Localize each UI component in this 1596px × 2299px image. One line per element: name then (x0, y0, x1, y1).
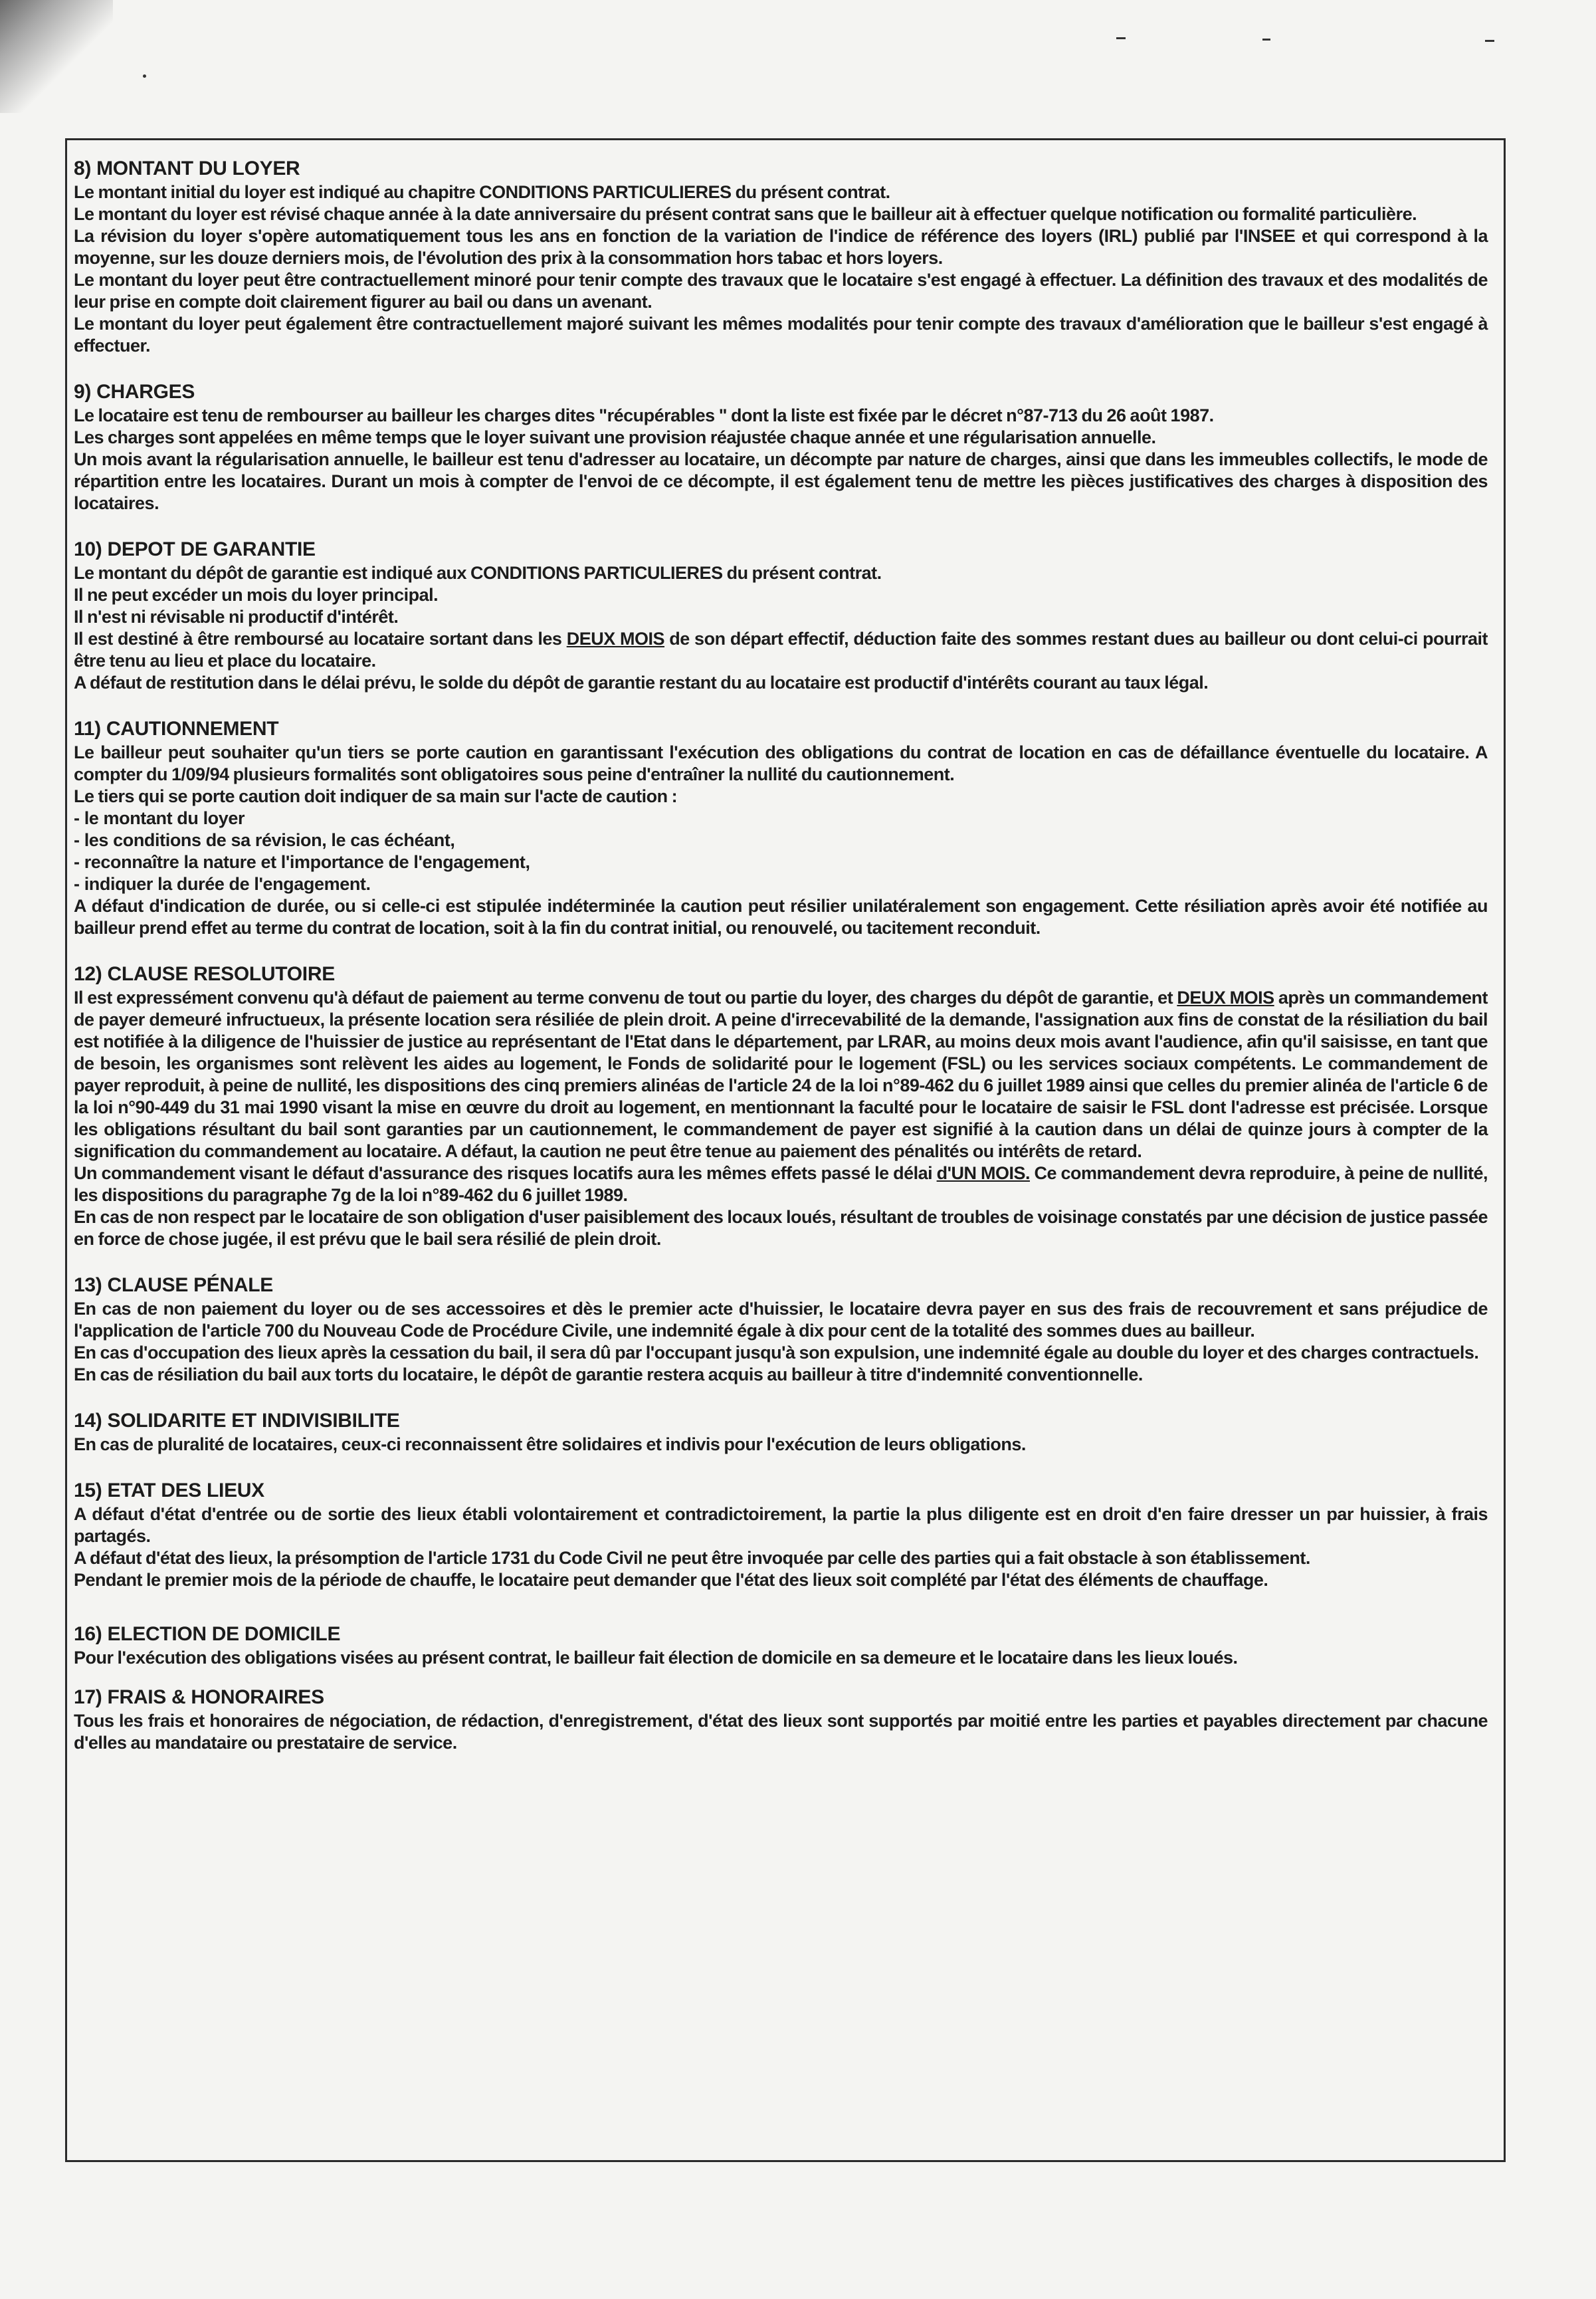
text-run: CONDITIONS PARTICULIERES (479, 182, 732, 202)
paragraph: A défaut d'état des lieux, la présomption de l'article 1731 du Code Civil ne peut être invoquée par celle des parties qui a fait obstacle à son établissement. (74, 1548, 1310, 1568)
section-title: 9) CHARGES (74, 381, 195, 403)
list-item: - les conditions de sa révision, le cas échéant, (74, 830, 455, 850)
list-item: - indiquer la durée de l'engagement. (74, 874, 371, 894)
section-etat-des-lieux (74, 1479, 1488, 1591)
text-run: du présent contrat. (731, 182, 890, 202)
paragraph: A défaut d'indication de durée, ou si celle-ci est stipulée indéterminée la caution peut résilier unilatéralement son engagement. Cette résiliation après avoir été notifiée au bailleur prend effet au terme du contrat de location, soit à la fin du contrat initial, ou renouvelé, ou tacitement reconduit. (74, 896, 1488, 938)
text-run: Ce commandement devra reproduire, à peine de nullité, les dispositions du paragraphe 7g de la loi n°89-462 du 6 juillet 1989. (74, 1163, 1488, 1205)
section-title: 11) CAUTIONNEMENT (74, 718, 279, 740)
paragraph (74, 181, 1488, 203)
text-run: Le montant initial du loyer est indiqué au chapitre (74, 182, 480, 202)
paragraph: Il n'est ni révisable ni productif d'intérêt. (74, 607, 399, 627)
section-solidarite (74, 1410, 1488, 1456)
text-run: après un commandement de payer demeuré infructueux, la présente location sera résiliée de plein droit. A peine d'irrecevabilité de la demande, l'assignation aux fins de constat de la résiliation du bail est notifiée à la diligence de l'huissier de justice au représentant de l'Etat dans le département, par LRAR, au moins deux mois avant l'audience, afin qu'il saisisse, en tant que de besoin, les organismes sont relèvent les aides au logement, le Fonds de solidarité pour le logement (FSL) ou les services sociaux compétents. Le commandement de payer reproduit, à peine de nullité, les dispositions des cinq premiers alinéas de l'article 24 de la loi n°89-462 du 6 juillet 1989 ainsi que celles du premier alinéa de l'article 6 de la loi n°90-449 du 31 mai 1990 visant la mise en œuvre du droit au logement, en mentionnant la faculté pour le locataire de saisir le FSL dont l'adresse est précisée. Lorsque les obligations résultant du bail sont garanties par un cautionnement, le commandement de payer est signifié à la caution dans un délai de quinze jours à compter de la signification du commandement au locataire. A défaut, la caution ne peut être tenue au paiement des pénalités ou intérêts de retard. (74, 988, 1488, 1161)
text-run: Il est destiné à être remboursé au locataire sortant dans les (74, 629, 567, 649)
scan-speck (1485, 40, 1494, 42)
paragraph: Le tiers qui se porte caution doit indiquer de sa main sur l'acte de caution : (74, 786, 678, 806)
paragraph: Pour l'exécution des obligations visées au présent contrat, le bailleur fait élection de domicile en sa demeure et le locataire dans les lieux loués. (74, 1648, 1238, 1668)
section-clause-penale (74, 1274, 1488, 1386)
list-item: - reconnaître la nature et l'importance de l'engagement, (74, 852, 530, 872)
section-clause-resolutoire (74, 963, 1488, 1250)
paragraph (74, 1162, 1488, 1206)
text-run: Un commandement visant le défaut d'assurance des risques locatifs aura les mêmes effets passé le délai (74, 1163, 937, 1183)
underlined-text: DEUX MOIS (566, 629, 665, 649)
section-charges (74, 381, 1488, 514)
paragraph: Le montant du loyer peut être contractuellement minoré pour tenir compte des travaux que le locataire s'est engagé à effectuer. La définition des travaux et des modalités de leur prise en compte doit clairement figurer au bail ou dans un avenant. (74, 270, 1488, 312)
paragraph: Il ne peut excéder un mois du loyer principal. (74, 585, 439, 605)
section-title: 13) CLAUSE PÉNALE (74, 1274, 273, 1296)
section-title: 12) CLAUSE RESOLUTOIRE (74, 963, 335, 985)
section-frais-honoraires (74, 1686, 1488, 1754)
scan-corner-shadow (0, 0, 113, 113)
caution-requirements-list (74, 808, 1488, 895)
paragraph: En cas de non paiement du loyer ou de ses accessoires et dès le premier acte d'huissier, le locataire devra payer en sus des frais de recouvrement et sans préjudice de l'application de l'article 700 du Nouveau Code de Procédure Civile, une indemnité égale à dix pour cent de la totalité des sommes dues au bailleur. (74, 1299, 1488, 1341)
underlined-text: d'UN MOIS. (936, 1163, 1030, 1183)
section-montant-du-loyer (74, 158, 1488, 357)
paragraph: En cas d'occupation des lieux après la cessation du bail, il sera dû par l'occupant jusqu'à son expulsion, une indemnité égale au double du loyer et des charges contractuels. (74, 1343, 1479, 1363)
section-cautionnement (74, 718, 1488, 939)
section-election-de-domicile (74, 1623, 1488, 1669)
paragraph: Le montant du dépôt de garantie est indiqué aux CONDITIONS PARTICULIERES du présent contrat. (74, 563, 882, 583)
section-title: 10) DEPOT DE GARANTIE (74, 538, 316, 560)
section-title: 15) ETAT DES LIEUX (74, 1479, 264, 1501)
paragraph: Le montant du loyer est révisé chaque année à la date anniversaire du présent contrat sans que le bailleur ait à effectuer quelque notification ou formalité particulière. (74, 204, 1417, 224)
section-title: 14) SOLIDARITE ET INDIVISIBILITE (74, 1410, 400, 1432)
paragraph: En cas de pluralité de locataires, ceux-ci reconnaissent être solidaires et indivis pour l'exécution de leurs obligations. (74, 1434, 1026, 1454)
scan-speck (1262, 39, 1270, 41)
paragraph: Un mois avant la régularisation annuelle, le bailleur est tenu d'adresser au locataire, un décompte par nature de charges, ainsi que dans les immeubles collectifs, le mode de répartition entre les locataires. Durant un mois à compter de l'envoi de ce décompte, il est également tenu de mettre les pièces justificatives des charges à disposition des locataires. (74, 449, 1488, 513)
paragraph: Le montant du loyer peut également être contractuellement majoré suivant les mêmes modalités pour tenir compte des travaux d'amélioration que le bailleur s'est engagé à effectuer. (74, 314, 1488, 356)
section-title: 8) MONTANT DU LOYER (74, 158, 300, 179)
text-run: de son départ effectif, déduction faite des sommes restant dues au bailleur ou dont celui-ci pourrait être tenu au lieu et place du locataire. (74, 629, 1488, 671)
document-frame (65, 138, 1506, 2162)
paragraph (74, 987, 1488, 1162)
section-title: 17) FRAIS & HONORAIRES (74, 1686, 324, 1708)
text-run: Il est expressément convenu qu'à défaut de paiement au terme convenu de tout ou partie du loyer, des charges du dépôt de garantie, et (74, 988, 1177, 1008)
scan-speck (1116, 37, 1126, 39)
paragraph (74, 628, 1488, 672)
paragraph: Le locataire est tenu de rembourser au bailleur les charges dites "récupérables " dont la liste est fixée par le décret n°87-713 du 26 août 1987. (74, 405, 1214, 425)
paragraph: En cas de non respect par le locataire de son obligation d'user paisiblement des locaux loués, résultant de troubles de voisinage constatés par une décision de justice passée en force de chose jugée, il est prévu que le bail sera résilié de plein droit. (74, 1207, 1488, 1249)
list-item: - le montant du loyer (74, 808, 245, 828)
section-title: 16) ELECTION DE DOMICILE (74, 1623, 341, 1645)
scan-speck (143, 74, 146, 78)
paragraph: A défaut d'état d'entrée ou de sortie des lieux établi volontairement et contradictoirement, la partie la plus diligente est en droit d'en faire dresser un par huissier, à frais partagés. (74, 1504, 1488, 1546)
section-depot-de-garantie (74, 538, 1488, 694)
paragraph: A défaut de restitution dans le délai prévu, le solde du dépôt de garantie restant du au locataire est productif d'intérêts courant au taux légal. (74, 673, 1209, 693)
paragraph: Tous les frais et honoraires de négociation, de rédaction, d'enregistrement, d'état des lieux sont supportés par moitié entre les parties et payables directement par chacune d'elles au mandataire ou prestataire de service. (74, 1711, 1488, 1753)
paragraph: Le bailleur peut souhaiter qu'un tiers se porte caution en garantissant l'exécution des obligations du contrat de location en cas de défaillance éventuelle du locataire. A compter du 1/09/94 plusieurs formalités sont obligatoires sous peine d'entraîner la nullité du cautionnement. (74, 742, 1488, 784)
underlined-text: DEUX MOIS (1177, 988, 1274, 1008)
paragraph: Les charges sont appelées en même temps que le loyer suivant une provision réajustée chaque année et une régularisation annuelle. (74, 427, 1156, 447)
paragraph: La révision du loyer s'opère automatiquement tous les ans en fonction de la variation de l'indice de référence des loyers (IRL) publié par l'INSEE et qui correspond à la moyenne, sur les douze derniers mois, de l'évolution des prix à la consommation hors tabac et hors loyers. (74, 226, 1488, 268)
paragraph: Pendant le premier mois de la période de chauffe, le locataire peut demander que l'état des lieux soit complété par l'état des éléments de chauffage. (74, 1570, 1268, 1590)
paragraph: En cas de résiliation du bail aux torts du locataire, le dépôt de garantie restera acquis au bailleur à titre d'indemnité conventionnelle. (74, 1365, 1143, 1384)
